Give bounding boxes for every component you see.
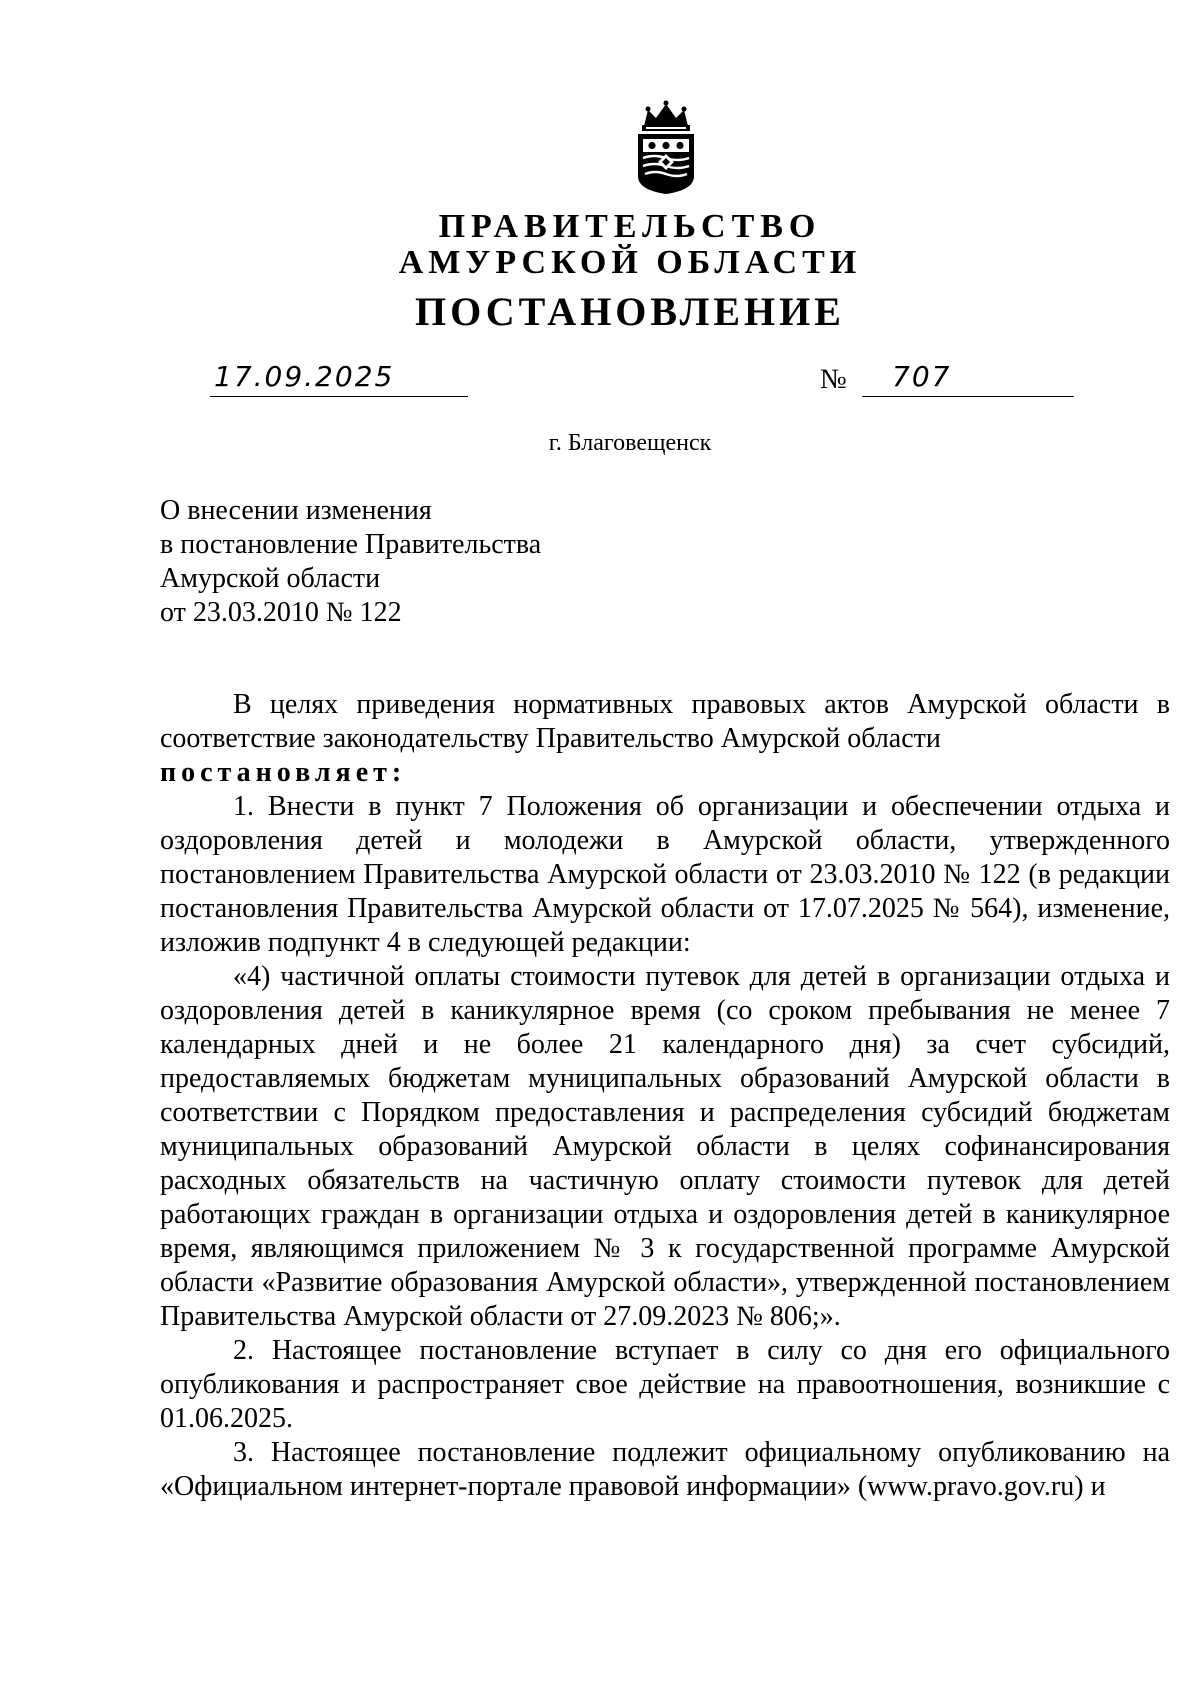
date-field: [210, 358, 468, 397]
subject-line: О внесении изменения: [160, 495, 432, 526]
amur-region-coat-of-arms-icon: [630, 100, 702, 196]
subject-line: Амурской области: [160, 563, 381, 594]
document-type-heading: ПОСТАНОВЛЕНИЕ: [415, 289, 845, 334]
number-sign: №: [820, 364, 847, 395]
paragraph-1-quote: «4) частичной оплаты стоимости путевок для детей в организации отдыха и оздоровления детей в каникулярное время (со сроком пребывания не менее 7 календарных дней и не более 21 календарного дня) за счет субсидий, предоставляемых бюджетам муниципальных образований Амурской области в соответствии с Порядком предоставления и распределения субсидий бюджетам муниципальных образований Амурской области в целях софинансирования расходных обязательств на частичную оплату стоимости путевок для детей работающих граждан в организации отдыха и оздоровления детей в каникулярное время, являющимся приложением № 3 к государственной программе Амурской области «Развитие образования Амурской области», утвержденной постановлением Правительства Амурской области от 27.09.2023 № 806;».: [160, 961, 1170, 1332]
document-subject: [160, 494, 541, 630]
paragraph-2: 2. Настоящее постановление вступает в силу со дня его официального опубликования и распространяет свое действие на правоотношения, возникшие с 01.06.2025.: [160, 1335, 1170, 1434]
subject-line: в постановление Правительства: [160, 529, 542, 560]
document-number: 707: [892, 360, 952, 393]
document-body: [160, 688, 1170, 1504]
number-field: [862, 358, 1074, 397]
region-heading: АМУРСКОЙ ОБЛАСТИ: [398, 244, 862, 281]
preamble-paragraph: В целях приведения нормативных правовых актов Амурской области в соответствие законодательству Правительство Амурской области: [160, 689, 1170, 754]
decree-word: постановляет:: [160, 757, 407, 788]
paragraph-1: 1. Внести в пункт 7 Положения об организации и обеспечении отдыха и оздоровления детей и молодежи в Амурской области, утвержденного постановлением Правительства Амурской области от 23.03.2010 № 122 (в редакции постановления Правительства Амурской области от 17.07.2025 № 564), изменение, изложив подпункт 4 в следующей редакции:: [160, 791, 1170, 958]
government-heading: ПРАВИТЕЛЬСТВО: [438, 208, 822, 245]
subject-line: от 23.03.2010 № 122: [160, 597, 402, 628]
city-name: г. Благовещенск: [548, 430, 712, 456]
document-date: 17.09.2025: [214, 360, 395, 393]
paragraph-3: 3. Настоящее постановление подлежит официальному опубликованию на «Официальном интернет-портале правовой информации» (www.pravo.gov.ru) и: [160, 1437, 1170, 1502]
